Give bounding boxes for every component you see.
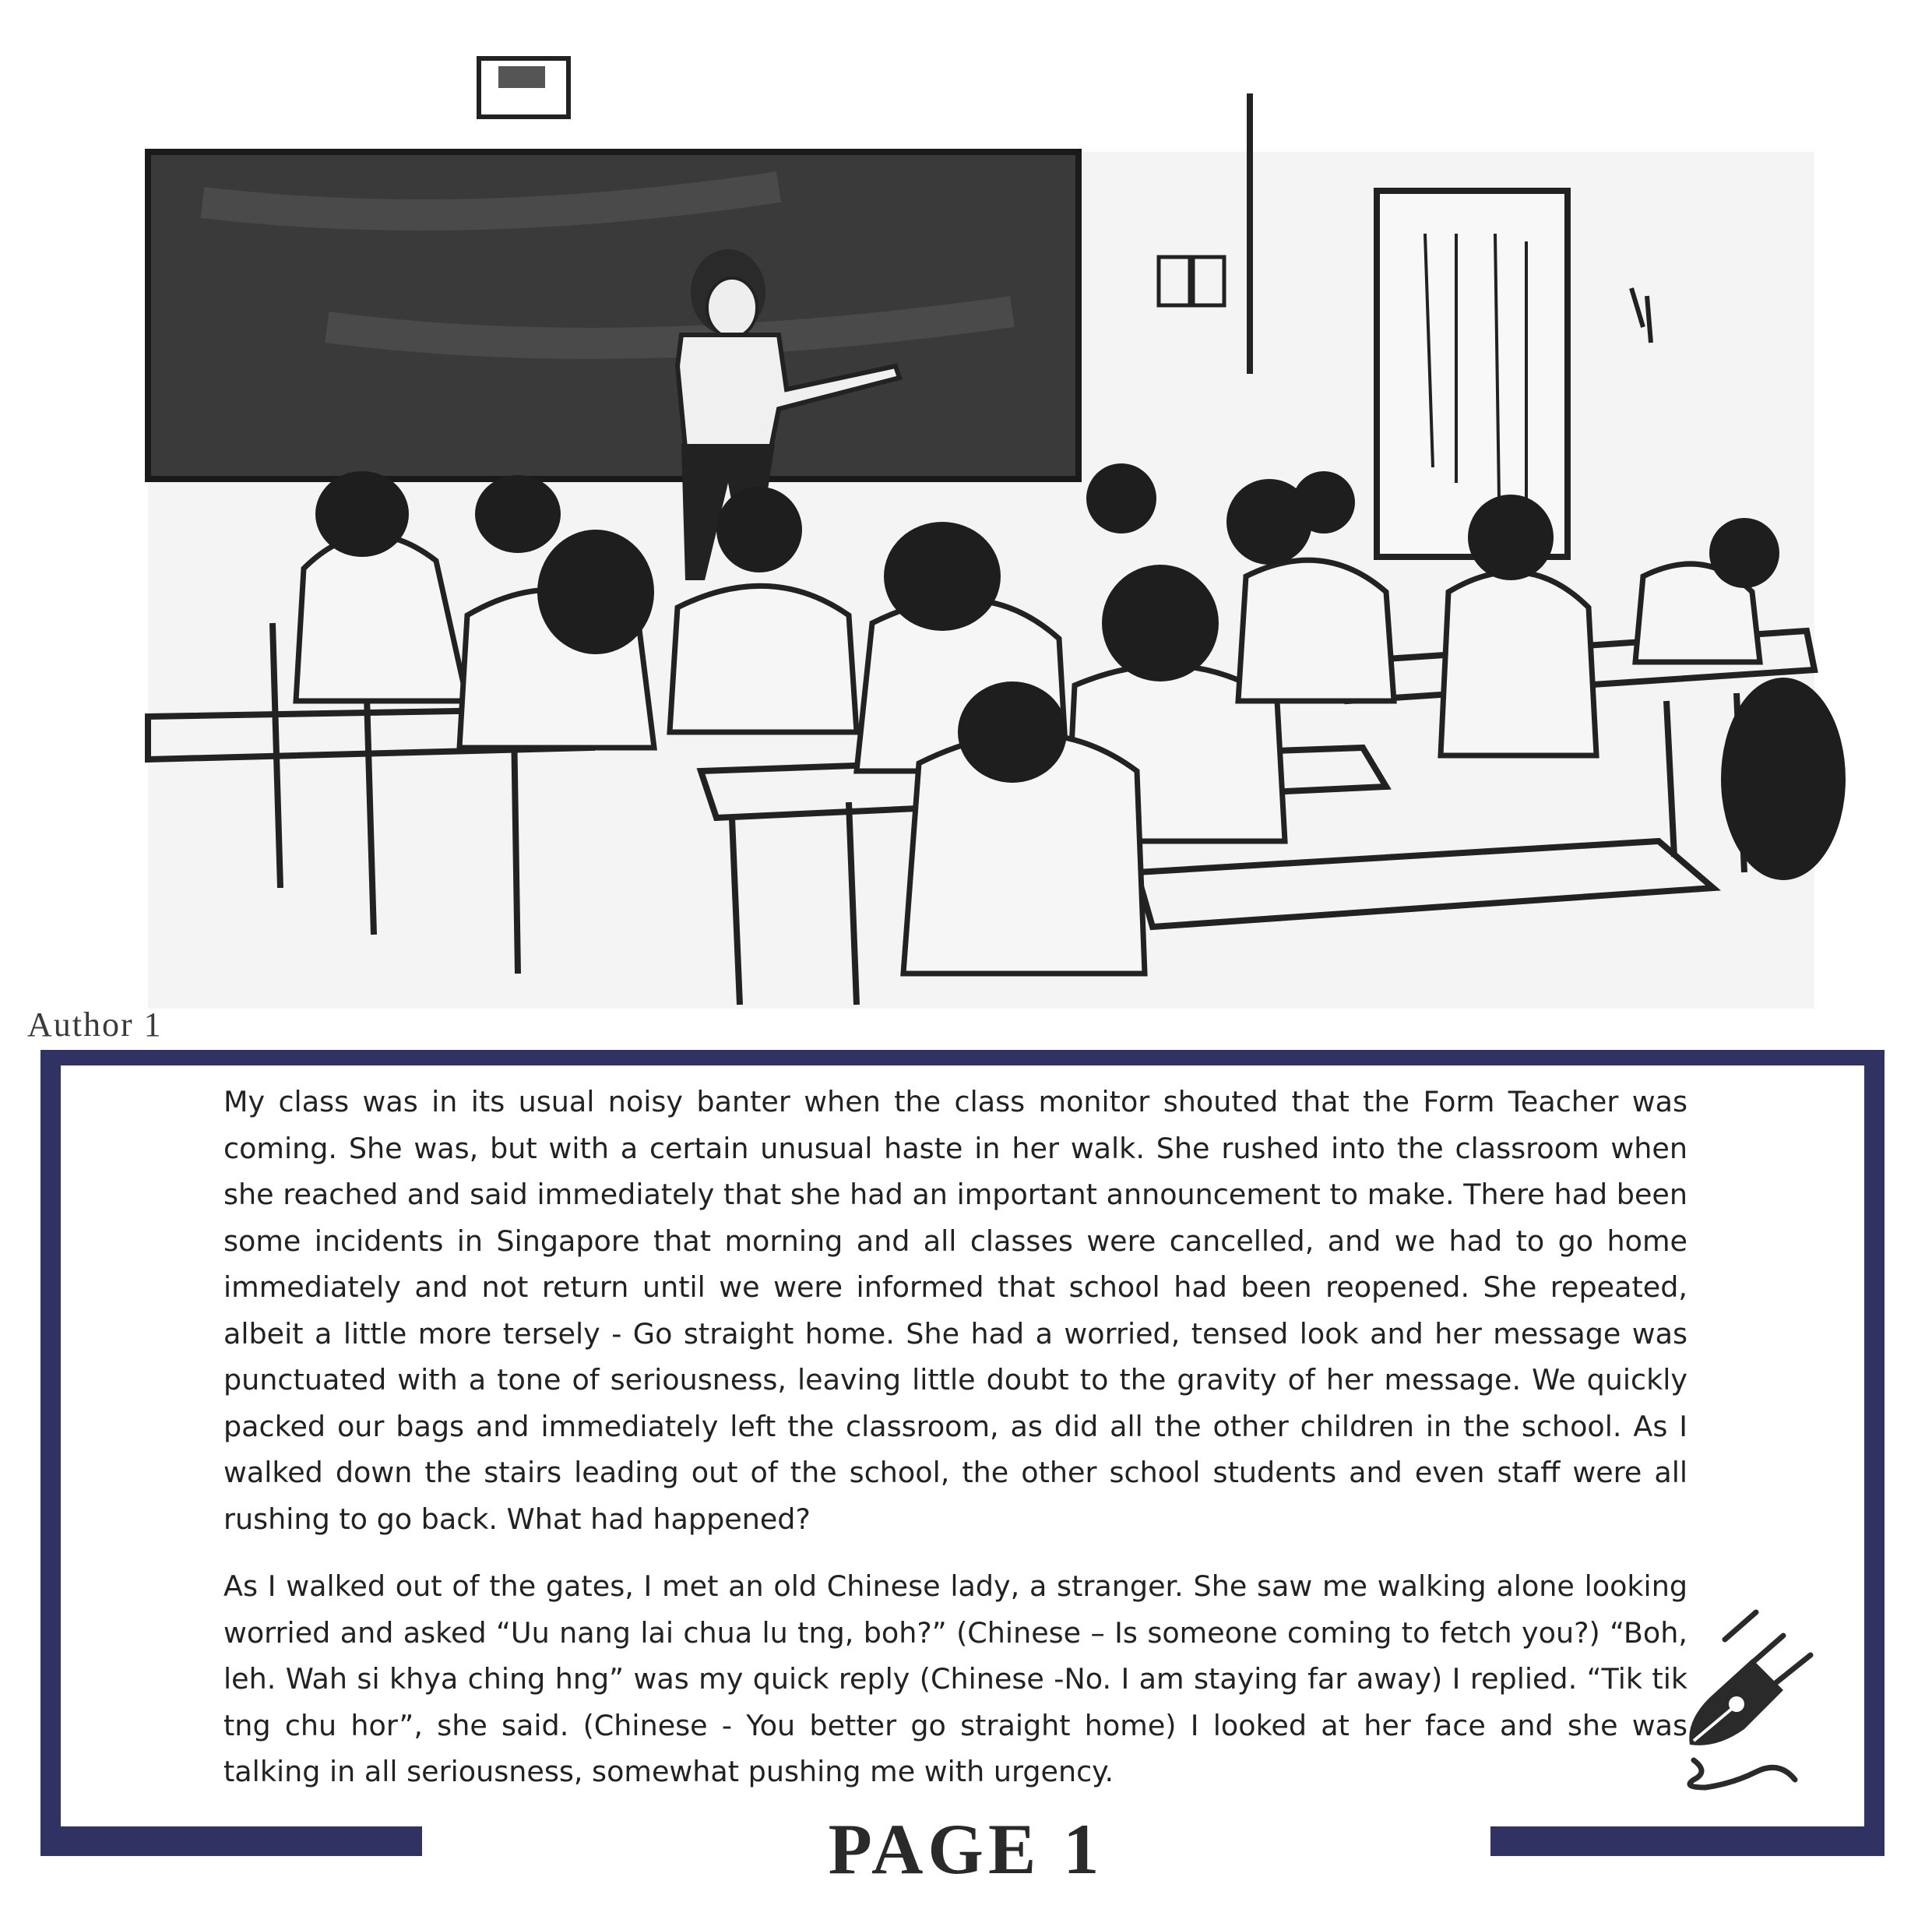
fountain-pen-nib-icon: [1678, 1604, 1826, 1791]
door: [1377, 191, 1568, 557]
story-paragraph-1: My class was in its usual noisy banter when the class monitor shouted that the Form Teacher was coming. She was, but with a certain unusual haste in her walk. She rushed into the classroom when she reached and said immediately that she had an important announcement to make. There had been some incidents in Singapore that morning and all classes were cancelled, and we had to go home immediately and not return until we were informed that school had been reopened. She repeated, albeit a little more tersely - Go straight home. She had a worried, tensed look and her message was punctuated with a tone of seriousness, leaving little doubt to the gravity of her message. We quickly packed our bags and immediately left the classroom, as did all the other children in the school. As I walked down the stairs leading out of the school, the other school students and even staff were all rushing to go back. What had happened?: [223, 1085, 1687, 1536]
story-text: [223, 1079, 1687, 1795]
page-number: PAGE 1: [828, 1809, 1104, 1889]
story-paragraph-2: As I walked out of the gates, I met an old Chinese lady, a stranger. She saw me walking alone looking worried and asked “Uu nang lai chua lu tng, boh?” (Chinese – Is someone coming to fetch you?) “Boh, leh. Wah si khya ching hng” was my quick reply (Chinese -No. I am staying far away) I replied. “Tik tik tng chu hor”, she said. (Chinese - You better go straight home) I looked at her face and she was talking in all seriousness, somewhat pushing me with urgency.: [223, 1569, 1687, 1788]
author-label: Author 1: [27, 1006, 163, 1044]
